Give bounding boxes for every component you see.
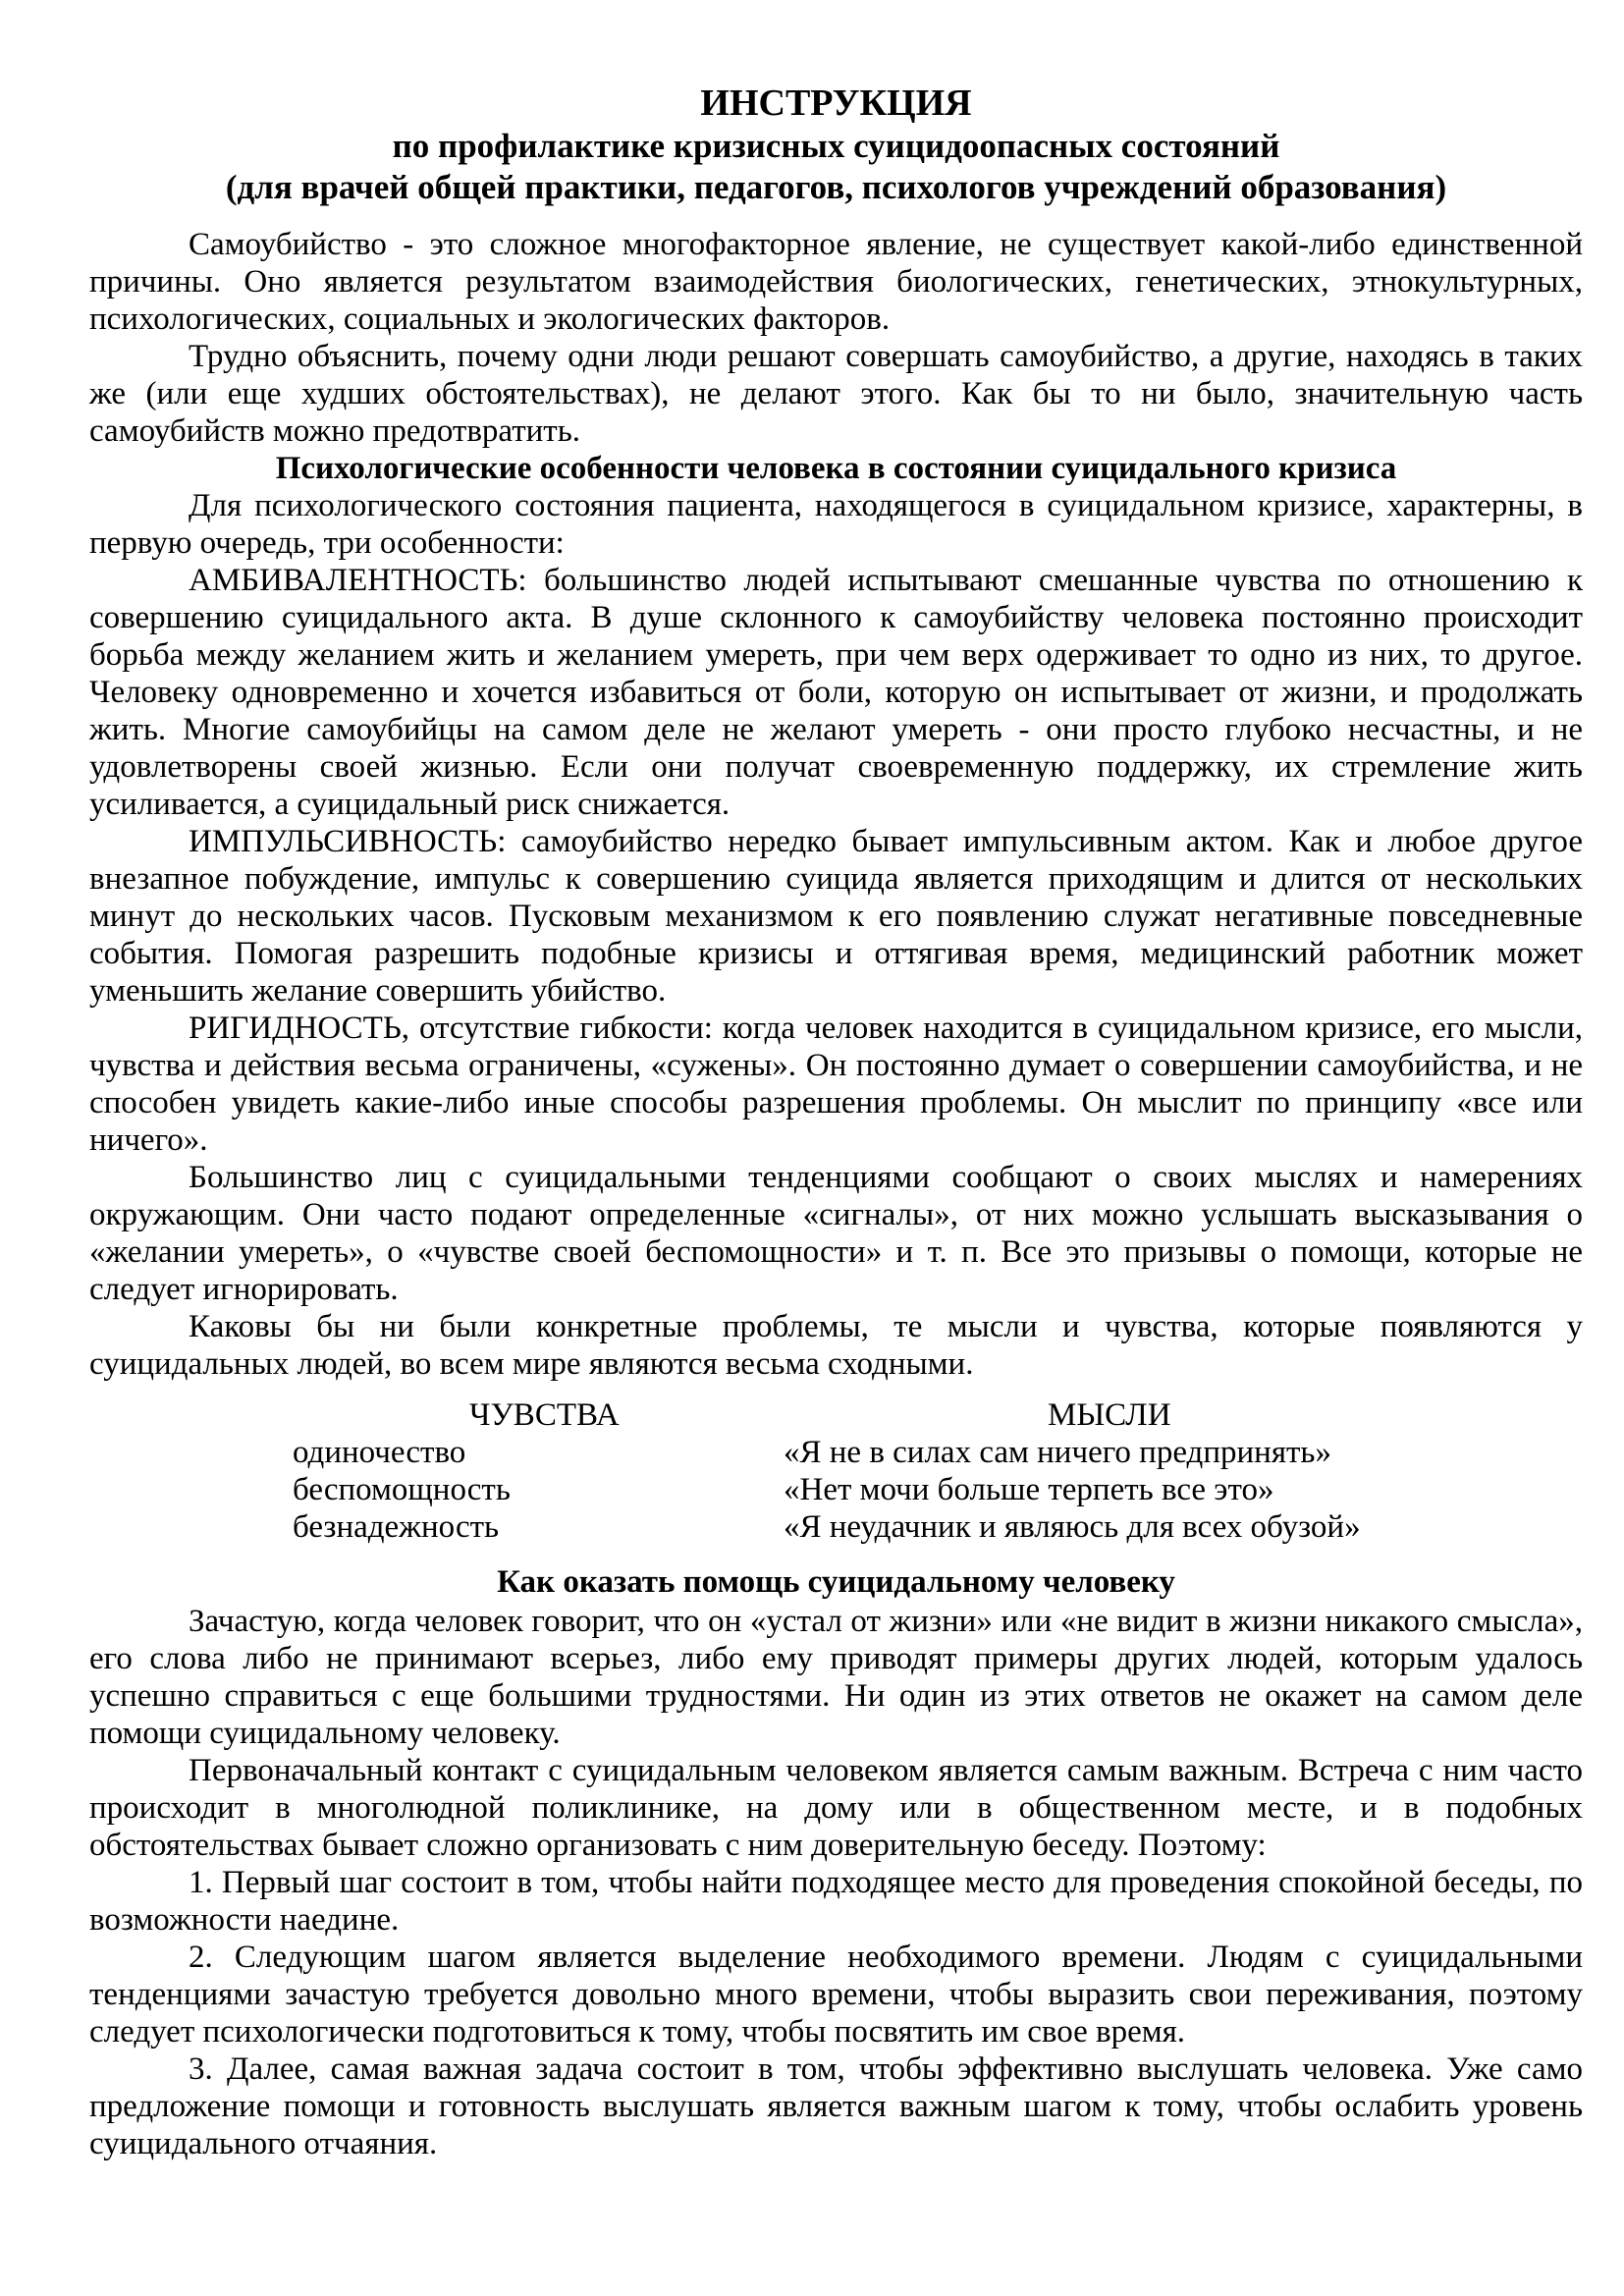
paragraph-impulsivity: ИМПУЛЬСИВНОСТЬ: самоубийство нередко бывает импульсивным актом. Как и любое другое внезапное побуждение, импульс к совершению суицида является приходящим и длится от нескольких минут до нескольких часов. Пусковым механизмом к его появлению служат негативные повседневные события. Помогая разрешить подобные кризисы и оттягивая время, медицинский работник может уменьшить желание совершить убийство. xyxy=(89,824,1583,1009)
thought-cell: «Нет мочи больше терпеть все это» xyxy=(784,1472,1274,1507)
column-header-thoughts: МЫСЛИ xyxy=(1048,1397,1171,1433)
paragraph-intro-1: Самоубийство - это сложное многофакторное явление, не существует какой-либо единственной причины. Оно является результатом взаимодействия биологических, генетических, этнокультурных, психологических, социальных и экологических факторов. xyxy=(89,227,1583,337)
thought-cell: «Я не в силах сам ничего предпринять» xyxy=(784,1435,1331,1470)
section-heading-psych-features: Психологические особенности человека в состоянии суицидального кризиса xyxy=(275,451,1397,486)
thought-cell: «Я неудачник и являюсь для всех обузой» xyxy=(784,1509,1361,1545)
paragraph-rigidity: РИГИДНОСТЬ, отсутствие гибкости: когда человек находится в суицидальном кризисе, его мысли, чувства и действия весьма ограничены, «сужены». Он постоянно думает о совершении самоубийства, и не способен увидеть какие-либо иные способы разрешения проблемы. Он мыслит по принципу «все или ничего». xyxy=(89,1011,1583,1158)
feelings-thoughts-table xyxy=(89,1396,1583,1546)
feeling-cell: одиночество xyxy=(293,1435,466,1470)
document-subtitle-line2: (для врачей общей практики, педагогов, психологов учреждений образования) xyxy=(225,168,1447,206)
paragraph-step-3: 3. Далее, самая важная задача состоит в том, чтобы эффективно выслушать человека. Уже само предложение помощи и готовность выслушать является важным шагом к тому, чтобы ослабить уровень суицидального отчаяния. xyxy=(89,2051,1583,2161)
feeling-cell: беспомощность xyxy=(293,1472,511,1507)
table-row xyxy=(89,1434,1583,1471)
title-block xyxy=(89,81,1583,208)
table-row xyxy=(89,1508,1583,1546)
paragraph-intro-2: Трудно объяснить, почему одни люди решают совершать самоубийство, а другие, находясь в таких же (или еще худших обстоятельствах), не делают этого. Как бы то ни было, значительную часть самоубийств можно предотвратить. xyxy=(89,339,1583,449)
feeling-cell: безнадежность xyxy=(293,1509,500,1545)
paragraph-ambivalence: АМБИВАЛЕНТНОСТЬ: большинство людей испытывают смешанные чувства по отношению к совершению суицидального акта. В душе склонного к самоубийству человека постоянно происходит борьба между желанием жить и желанием умереть, при чем верх одерживает то одно из них, то другое. Человеку одновременно и хочется избавиться от боли, которую он испытывает от жизни, и продолжать жить. Многие самоубийцы на самом деле не желают умереть - они просто глубоко несчастны, и не удовлетворены своей жизнью. Если они получат своевременную поддержку, их стремление жить усиливается, а суицидальный риск снижается. xyxy=(89,563,1583,822)
paragraph-step-1: 1. Первый шаг состоит в том, чтобы найти подходящее место для проведения спокойной беседы, по возможности наедине. xyxy=(89,1865,1583,1938)
table-row xyxy=(89,1471,1583,1508)
section-heading-how-to-help: Как оказать помощь суицидальному человеку xyxy=(497,1564,1175,1600)
paragraph-step-2: 2. Следующим шагом является выделение необходимого времени. Людям с суицидальными тенденциями зачастую требуется довольно много времени, чтобы выразить свои переживания, поэтому следует психологически подготовиться к тому, чтобы посвятить им свое время. xyxy=(89,1940,1583,2050)
paragraph-three-features: Для психологического состояния пациента, находящегося в суицидальном кризисе, характерны, в первую очередь, три особенности: xyxy=(89,488,1583,561)
table-header-row xyxy=(89,1396,1583,1434)
document-title: ИНСТРУКЦИЯ xyxy=(700,82,972,124)
paragraph-signals: Большинство лиц с суицидальными тенденциями сообщают о своих мыслях и намерениях окружающим. Они часто подают определенные «сигналы», от них можно услышать высказывания о «желании умереть», о «чувстве своей беспомощности» и т. п. Все это призывы о помощи, которые не следует игнорировать. xyxy=(89,1160,1583,1307)
document-subtitle-line1: по профилактике кризисных суицидоопасных состояний xyxy=(392,127,1280,165)
column-header-feelings: ЧУВСТВА xyxy=(469,1397,620,1433)
paragraph-tired-of-life: Зачастую, когда человек говорит, что он «устал от жизни» или «не видит в жизни никакого смысла», его слова либо не принимают всерьез, либо ему приводят примеры других людей, которым удалось успешно справиться с еще большими трудностями. Ни один из этих ответов не окажет на самом деле помощи суицидальному человеку. xyxy=(89,1604,1583,1751)
paragraph-initial-contact: Первоначальный контакт с суицидальным человеком является самым важным. Встреча с ним часто происходит в многолюдной поликлинике, на дому или в общественном месте, и в подобных обстоятельствах бывает сложно организовать с ним доверительную беседу. Поэтому: xyxy=(89,1753,1583,1863)
paragraph-common-feelings: Каковы бы ни были конкретные проблемы, те мысли и чувства, которые появляются у суицидальных людей, во всем мире являются весьма сходными. xyxy=(89,1309,1583,1382)
